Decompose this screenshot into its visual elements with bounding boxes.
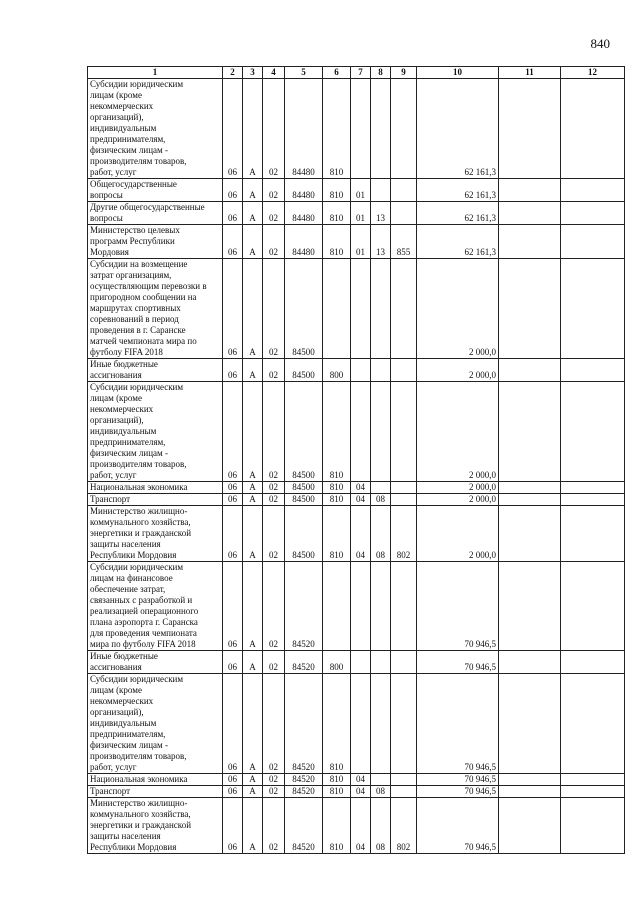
table-row bbox=[88, 482, 625, 494]
col-12-cell bbox=[561, 798, 625, 854]
col-4-cell: 02 bbox=[263, 798, 285, 854]
col-header: 1 bbox=[88, 67, 223, 79]
csr-cell: 84500 bbox=[285, 506, 323, 562]
row-name-cell: Национальная экономика bbox=[88, 482, 223, 494]
table-row bbox=[88, 786, 625, 798]
prz-cell: А bbox=[243, 225, 263, 259]
rz-cell: 06 bbox=[223, 482, 243, 494]
amount-cell: 62 161,3 bbox=[417, 79, 499, 179]
col-12-cell bbox=[561, 382, 625, 482]
prz-cell: А bbox=[243, 259, 263, 359]
col-4-cell: 02 bbox=[263, 79, 285, 179]
row-name-cell: Иные бюджетные ассигнования bbox=[88, 651, 223, 674]
grbs-cell bbox=[391, 179, 417, 202]
col-header: 12 bbox=[561, 67, 625, 79]
prz-cell: А bbox=[243, 202, 263, 225]
sec-cell bbox=[351, 359, 371, 382]
amount-cell: 2 000,0 bbox=[417, 482, 499, 494]
col-11-cell bbox=[499, 506, 561, 562]
table-row bbox=[88, 179, 625, 202]
rz-cell: 06 bbox=[223, 651, 243, 674]
csr-cell: 84500 bbox=[285, 359, 323, 382]
col-11-cell bbox=[499, 359, 561, 382]
csr-cell: 84480 bbox=[285, 202, 323, 225]
col-12-cell bbox=[561, 494, 625, 506]
csr-cell: 84520 bbox=[285, 674, 323, 774]
col-12-cell bbox=[561, 259, 625, 359]
amount-cell: 70 946,5 bbox=[417, 674, 499, 774]
col-11-cell bbox=[499, 79, 561, 179]
amount-cell: 2 000,0 bbox=[417, 259, 499, 359]
subsec-cell bbox=[371, 774, 391, 786]
subsec-cell bbox=[371, 382, 391, 482]
row-name-cell: Субсидии юридическим лицам на финансовое обеспечение затрат, связанных с разработкой и реализацией операционного плана аэропорта г. Саранска для проведения чемпионата мира по футболу FIFA 2018 bbox=[88, 562, 223, 651]
col-12-cell bbox=[561, 674, 625, 774]
subsec-cell bbox=[371, 651, 391, 674]
row-name-cell: Министерство жилищно- коммунального хозяйства, энергетики и гражданской защиты населения Республики Мордовия bbox=[88, 798, 223, 854]
prz-cell: А bbox=[243, 562, 263, 651]
subsec-cell bbox=[371, 482, 391, 494]
grbs-cell bbox=[391, 774, 417, 786]
col-4-cell: 02 bbox=[263, 651, 285, 674]
prz-cell: А bbox=[243, 359, 263, 382]
prz-cell: А bbox=[243, 774, 263, 786]
table-row bbox=[88, 259, 625, 359]
col-12-cell bbox=[561, 506, 625, 562]
col-11-cell bbox=[499, 562, 561, 651]
grbs-cell bbox=[391, 79, 417, 179]
rz-cell: 06 bbox=[223, 179, 243, 202]
col-4-cell: 02 bbox=[263, 786, 285, 798]
vr-cell: 810 bbox=[323, 202, 351, 225]
prz-cell: А bbox=[243, 179, 263, 202]
row-name-cell: Иные бюджетные ассигнования bbox=[88, 359, 223, 382]
rz-cell: 06 bbox=[223, 506, 243, 562]
prz-cell: А bbox=[243, 482, 263, 494]
rz-cell: 06 bbox=[223, 225, 243, 259]
sec-cell: 01 bbox=[351, 202, 371, 225]
subsec-cell: 13 bbox=[371, 202, 391, 225]
csr-cell: 84480 bbox=[285, 179, 323, 202]
col-4-cell: 02 bbox=[263, 494, 285, 506]
vr-cell: 800 bbox=[323, 359, 351, 382]
row-name-cell: Субсидии юридическим лицам (кроме некоммерческих организаций), индивидуальным предпринимателям, физическим лицам - производителям товаров, работ, услуг bbox=[88, 79, 223, 179]
col-12-cell bbox=[561, 562, 625, 651]
col-12-cell bbox=[561, 202, 625, 225]
col-4-cell: 02 bbox=[263, 202, 285, 225]
rz-cell: 06 bbox=[223, 494, 243, 506]
rz-cell: 06 bbox=[223, 562, 243, 651]
sec-cell: 04 bbox=[351, 786, 371, 798]
sec-cell: 04 bbox=[351, 482, 371, 494]
col-4-cell: 02 bbox=[263, 382, 285, 482]
csr-cell: 84480 bbox=[285, 225, 323, 259]
csr-cell: 84520 bbox=[285, 798, 323, 854]
col-header: 9 bbox=[391, 67, 417, 79]
col-header: 3 bbox=[243, 67, 263, 79]
col-12-cell bbox=[561, 774, 625, 786]
col-11-cell bbox=[499, 786, 561, 798]
col-11-cell bbox=[499, 179, 561, 202]
subsec-cell bbox=[371, 359, 391, 382]
rz-cell: 06 bbox=[223, 786, 243, 798]
table-row bbox=[88, 651, 625, 674]
grbs-cell bbox=[391, 562, 417, 651]
col-12-cell bbox=[561, 225, 625, 259]
sec-cell: 01 bbox=[351, 179, 371, 202]
vr-cell: 810 bbox=[323, 786, 351, 798]
row-name-cell: Транспорт bbox=[88, 494, 223, 506]
rz-cell: 06 bbox=[223, 798, 243, 854]
prz-cell: А bbox=[243, 798, 263, 854]
csr-cell: 84520 bbox=[285, 651, 323, 674]
row-name-cell: Министерство целевых программ Республики Мордовия bbox=[88, 225, 223, 259]
grbs-cell bbox=[391, 494, 417, 506]
csr-cell: 84520 bbox=[285, 562, 323, 651]
col-header: 2 bbox=[223, 67, 243, 79]
vr-cell: 810 bbox=[323, 494, 351, 506]
rz-cell: 06 bbox=[223, 202, 243, 225]
subsec-cell: 08 bbox=[371, 506, 391, 562]
amount-cell: 70 946,5 bbox=[417, 798, 499, 854]
col-11-cell bbox=[499, 202, 561, 225]
vr-cell: 810 bbox=[323, 674, 351, 774]
amount-cell: 70 946,5 bbox=[417, 786, 499, 798]
budget-table bbox=[87, 66, 625, 854]
rz-cell: 06 bbox=[223, 359, 243, 382]
grbs-cell bbox=[391, 202, 417, 225]
subsec-cell bbox=[371, 179, 391, 202]
row-name-cell: Субсидии на возмещение затрат организациям, осуществляющим перевозки в пригородном сообщении на маршрутах спортивных соревнований в период проведения в г. Саранске матчей чемпионата мира по футболу FIFA 2018 bbox=[88, 259, 223, 359]
table-row bbox=[88, 562, 625, 651]
amount-cell: 70 946,5 bbox=[417, 562, 499, 651]
col-header: 8 bbox=[371, 67, 391, 79]
page-number: 840 bbox=[590, 36, 610, 51]
row-name-cell: Общегосударственные вопросы bbox=[88, 179, 223, 202]
table-row bbox=[88, 674, 625, 774]
col-12-cell bbox=[561, 359, 625, 382]
sec-cell: 04 bbox=[351, 774, 371, 786]
col-12-cell bbox=[561, 179, 625, 202]
amount-cell: 2 000,0 bbox=[417, 382, 499, 482]
rz-cell: 06 bbox=[223, 774, 243, 786]
col-header: 11 bbox=[499, 67, 561, 79]
vr-cell: 810 bbox=[323, 774, 351, 786]
subsec-cell bbox=[371, 674, 391, 774]
row-name-cell: Субсидии юридическим лицам (кроме некоммерческих организаций), индивидуальным предпринимателям, физическим лицам - производителям товаров, работ, услуг bbox=[88, 674, 223, 774]
grbs-cell bbox=[391, 651, 417, 674]
csr-cell: 84520 bbox=[285, 786, 323, 798]
prz-cell: А bbox=[243, 651, 263, 674]
csr-cell: 84500 bbox=[285, 259, 323, 359]
col-header: 4 bbox=[263, 67, 285, 79]
col-4-cell: 02 bbox=[263, 225, 285, 259]
grbs-cell bbox=[391, 359, 417, 382]
col-12-cell bbox=[561, 79, 625, 179]
subsec-cell: 08 bbox=[371, 798, 391, 854]
sec-cell: 04 bbox=[351, 506, 371, 562]
row-name-cell: Национальная экономика bbox=[88, 774, 223, 786]
prz-cell: А bbox=[243, 506, 263, 562]
grbs-cell: 855 bbox=[391, 225, 417, 259]
amount-cell: 2 000,0 bbox=[417, 359, 499, 382]
rz-cell: 06 bbox=[223, 674, 243, 774]
row-name-cell: Министерство жилищно- коммунального хозяйства, энергетики и гражданской защиты населения Республики Мордовия bbox=[88, 506, 223, 562]
vr-cell: 810 bbox=[323, 79, 351, 179]
csr-cell: 84520 bbox=[285, 774, 323, 786]
col-11-cell bbox=[499, 651, 561, 674]
table-row bbox=[88, 382, 625, 482]
vr-cell: 810 bbox=[323, 179, 351, 202]
col-11-cell bbox=[499, 482, 561, 494]
csr-cell: 84500 bbox=[285, 482, 323, 494]
col-header: 6 bbox=[323, 67, 351, 79]
col-11-cell bbox=[499, 259, 561, 359]
prz-cell: А bbox=[243, 79, 263, 179]
grbs-cell bbox=[391, 259, 417, 359]
header-row bbox=[88, 67, 625, 79]
col-11-cell bbox=[499, 774, 561, 786]
col-header: 5 bbox=[285, 67, 323, 79]
table-row bbox=[88, 225, 625, 259]
rz-cell: 06 bbox=[223, 382, 243, 482]
col-11-cell bbox=[499, 674, 561, 774]
vr-cell: 800 bbox=[323, 651, 351, 674]
row-name-cell: Транспорт bbox=[88, 786, 223, 798]
amount-cell: 70 946,5 bbox=[417, 774, 499, 786]
prz-cell: А bbox=[243, 786, 263, 798]
table-row bbox=[88, 202, 625, 225]
vr-cell: 810 bbox=[323, 482, 351, 494]
subsec-cell: 13 bbox=[371, 225, 391, 259]
grbs-cell bbox=[391, 382, 417, 482]
amount-cell: 70 946,5 bbox=[417, 651, 499, 674]
amount-cell: 62 161,3 bbox=[417, 202, 499, 225]
col-11-cell bbox=[499, 382, 561, 482]
col-12-cell bbox=[561, 786, 625, 798]
row-name-cell: Другие общегосударственные вопросы bbox=[88, 202, 223, 225]
sec-cell: 01 bbox=[351, 225, 371, 259]
vr-cell: 810 bbox=[323, 506, 351, 562]
prz-cell: А bbox=[243, 382, 263, 482]
vr-cell bbox=[323, 562, 351, 651]
subsec-cell: 08 bbox=[371, 786, 391, 798]
csr-cell: 84500 bbox=[285, 382, 323, 482]
subsec-cell bbox=[371, 79, 391, 179]
col-4-cell: 02 bbox=[263, 359, 285, 382]
grbs-cell: 802 bbox=[391, 506, 417, 562]
amount-cell: 62 161,3 bbox=[417, 225, 499, 259]
table-row bbox=[88, 359, 625, 382]
sec-cell: 04 bbox=[351, 494, 371, 506]
col-11-cell bbox=[499, 494, 561, 506]
col-4-cell: 02 bbox=[263, 674, 285, 774]
rz-cell: 06 bbox=[223, 259, 243, 359]
col-4-cell: 02 bbox=[263, 179, 285, 202]
grbs-cell bbox=[391, 786, 417, 798]
subsec-cell bbox=[371, 259, 391, 359]
grbs-cell bbox=[391, 482, 417, 494]
sec-cell bbox=[351, 651, 371, 674]
table-row bbox=[88, 506, 625, 562]
col-12-cell bbox=[561, 651, 625, 674]
amount-cell: 2 000,0 bbox=[417, 506, 499, 562]
col-11-cell bbox=[499, 798, 561, 854]
sec-cell bbox=[351, 562, 371, 651]
subsec-cell bbox=[371, 562, 391, 651]
sec-cell bbox=[351, 259, 371, 359]
row-name-cell: Субсидии юридическим лицам (кроме некоммерческих организаций), индивидуальным предпринимателям, физическим лицам - производителям товаров, работ, услуг bbox=[88, 382, 223, 482]
csr-cell: 84500 bbox=[285, 494, 323, 506]
vr-cell: 810 bbox=[323, 798, 351, 854]
table-row bbox=[88, 79, 625, 179]
vr-cell: 810 bbox=[323, 225, 351, 259]
col-4-cell: 02 bbox=[263, 506, 285, 562]
vr-cell: 810 bbox=[323, 382, 351, 482]
table-row bbox=[88, 774, 625, 786]
sec-cell bbox=[351, 79, 371, 179]
col-header: 10 bbox=[417, 67, 499, 79]
prz-cell: А bbox=[243, 674, 263, 774]
col-4-cell: 02 bbox=[263, 774, 285, 786]
col-4-cell: 02 bbox=[263, 482, 285, 494]
table-row bbox=[88, 494, 625, 506]
table-row bbox=[88, 798, 625, 854]
grbs-cell: 802 bbox=[391, 798, 417, 854]
rz-cell: 06 bbox=[223, 79, 243, 179]
vr-cell bbox=[323, 259, 351, 359]
subsec-cell: 08 bbox=[371, 494, 391, 506]
sec-cell bbox=[351, 382, 371, 482]
col-4-cell: 02 bbox=[263, 562, 285, 651]
sec-cell: 04 bbox=[351, 798, 371, 854]
col-12-cell bbox=[561, 482, 625, 494]
grbs-cell bbox=[391, 674, 417, 774]
amount-cell: 2 000,0 bbox=[417, 494, 499, 506]
amount-cell: 62 161,3 bbox=[417, 179, 499, 202]
col-11-cell bbox=[499, 225, 561, 259]
col-4-cell: 02 bbox=[263, 259, 285, 359]
csr-cell: 84480 bbox=[285, 79, 323, 179]
prz-cell: А bbox=[243, 494, 263, 506]
sec-cell bbox=[351, 674, 371, 774]
col-header: 7 bbox=[351, 67, 371, 79]
